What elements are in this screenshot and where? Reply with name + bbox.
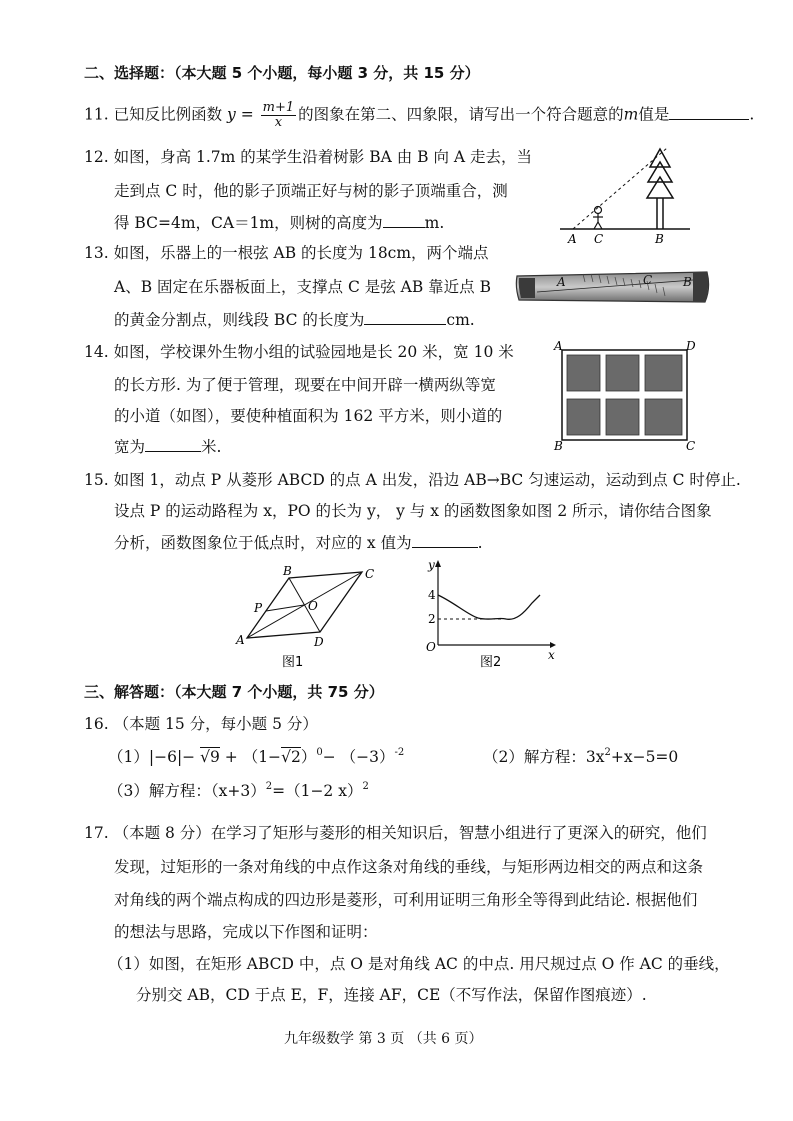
q14-number: 14. — [84, 343, 109, 361]
q15-figure-2 — [420, 555, 560, 670]
q11-denominator: x — [274, 115, 283, 130]
q11-numerator: m+1 — [262, 100, 295, 115]
q13-label-a: A — [557, 275, 566, 289]
q14-line-3: 的小道（如图），要使种植面积为 162 平方米，则小道的 — [114, 407, 503, 425]
q12-line-3-text: 得 BC=4m，CA＝1m，则树的高度为 — [114, 214, 383, 232]
q11-number: 11. — [84, 105, 109, 124]
q16-sqrt2-value: 2 — [290, 748, 301, 766]
function-curve — [438, 595, 540, 619]
q16-p3-label: （3）解方程： — [108, 782, 211, 800]
q12-label-a: A — [568, 232, 577, 246]
plot-2 — [606, 355, 639, 391]
q15-f2-label-x: x — [548, 648, 555, 662]
tree-bottom — [647, 177, 673, 198]
q12-line-3 — [114, 212, 444, 234]
q15-line-3-text: 分析，函数图象位于低点时，对应的 x 值为 — [114, 534, 412, 552]
q14-line-4-text: 宽为 — [114, 438, 146, 456]
q15-f2-label-o: O — [426, 640, 436, 654]
q15-f1-label-c: C — [365, 567, 375, 581]
q16-p2-label: （2）解方程： — [483, 748, 586, 766]
q14-label-c: C — [686, 439, 696, 453]
q15-f1-label-d: D — [314, 635, 324, 649]
q16-p1-d: − （−3） — [322, 748, 395, 766]
q12-unit: m. — [424, 214, 445, 232]
q17-line-4: 的想法与思路，完成以下作图和证明： — [114, 923, 378, 941]
q16-p1-c: ） — [300, 748, 317, 766]
section-3-title: 三、解答题：（本大题 7 个小题，共 75 分） — [84, 683, 384, 701]
q17-line-3: 对角线的两个端点构成的四边形是菱形，可利用证明三角形全等得到此结论. 根据他们 — [114, 891, 698, 909]
q12-line-2: 走到点 C 时，他的影子顶端正好与树的影子顶端重合，测 — [114, 182, 508, 200]
q13-line-1-text: 如图，乐器上的一根弦 AB 的长度为 18cm，两个端点 — [113, 244, 489, 262]
q16-p2-eq-a: 3x — [585, 748, 605, 766]
q13-label-b: B — [683, 275, 692, 289]
q15-f2-label-y: y — [428, 558, 435, 572]
instrument-body — [516, 272, 708, 302]
q12-line-1-text: 如图，身高 1.7m 的某学生沿着树影 BA 由 B 向 A 走去，当 — [113, 148, 533, 166]
q16-part-2 — [483, 746, 678, 768]
q12-label-c: C — [594, 232, 604, 246]
q14-line-2: 的长方形. 为了便于管理，现要在中间开辟一横两纵等宽 — [114, 376, 496, 394]
page-footer: 九年级数学 第 3 页 （共 6 页） — [284, 1031, 483, 1047]
question-11 — [84, 101, 754, 130]
section-2-title: 二、选择题：（本大题 5 个小题，每小题 3 分，共 15 分） — [84, 64, 480, 82]
q15-line-3 — [114, 532, 483, 554]
q12-answer-blank[interactable] — [383, 213, 425, 228]
q11-pre: 已知反比例函数 — [113, 105, 223, 124]
q15-f1-label-o: O — [308, 599, 318, 613]
q11-m: m — [623, 105, 639, 124]
q15-number: 15. — [84, 471, 109, 489]
q16-p3-a: （x+3） — [210, 782, 266, 800]
q13-number: 13. — [84, 244, 109, 262]
q11-eq: = — [235, 105, 259, 124]
q13-line-3-text: 的黄金分割点，则线段 BC 的长度为 — [114, 311, 365, 329]
q13-line-3 — [114, 309, 475, 331]
question-15-line-1 — [84, 469, 741, 491]
q14-line-4 — [114, 436, 221, 458]
q16-p3-b: =（1−2 x） — [272, 782, 363, 800]
q15-f1-label-p: P — [254, 601, 263, 615]
q14-line-1-text: 如图，学校课外生物小组的试验园地是长 20 米，宽 10 米 — [113, 343, 514, 361]
q15-f1-label-a: A — [236, 633, 245, 647]
q14-unit: 米. — [201, 438, 222, 456]
q16-part-1 — [108, 746, 404, 768]
tree-top — [650, 149, 670, 167]
q11-end: . — [749, 105, 755, 124]
q13-answer-blank[interactable] — [364, 310, 446, 325]
q15-figure-1 — [232, 560, 382, 672]
plot-3 — [645, 355, 682, 391]
q15-f2-label-4: 4 — [428, 588, 436, 602]
q16-p1-exp0: 0 — [316, 747, 323, 758]
q14-answer-blank[interactable] — [145, 437, 201, 452]
q16-title: 16. （本题 15 分，每小题 5 分） — [84, 715, 318, 733]
instrument-left-end — [519, 278, 535, 298]
q16-sqrt2: √2 — [281, 748, 301, 766]
q16-p2-exp: 2 — [604, 747, 611, 758]
q17-line-1: 17. （本题 8 分）在学习了矩形与菱形的相关知识后，智慧小组进行了更深入的研究，他们 — [84, 824, 707, 842]
q14-figure — [552, 340, 697, 455]
y-axis-arrow — [435, 560, 441, 567]
q16-p3-exp: 2 — [265, 781, 273, 792]
q15-f2-label-2: 2 — [428, 612, 436, 626]
q13-line-2: A、B 固定在乐器板面上，支撑点 C 是弦 AB 靠近点 B — [114, 278, 491, 296]
q15-f1-label-b: B — [283, 564, 292, 578]
q15-f2-caption: 图2 — [480, 655, 502, 670]
q14-label-b: B — [554, 439, 563, 453]
q16-p1-label: （1） — [108, 748, 149, 766]
q12-number: 12. — [84, 148, 109, 166]
q16-p2-eq-b: +x−5=0 — [610, 748, 679, 766]
person-leg-right — [598, 222, 602, 229]
q17-line-6: 分别交 AB，CD 于点 E，F，连接 AF，CE（不写作法，保留作图痕迹）. — [136, 986, 647, 1004]
question-12-line-1 — [84, 146, 532, 168]
plot-5 — [606, 399, 639, 435]
plot-1 — [567, 355, 600, 391]
q14-label-a: A — [554, 340, 563, 353]
q16-sqrt9-value: 9 — [209, 748, 220, 766]
q16-part-3 — [108, 780, 369, 802]
q14-label-d: D — [686, 340, 696, 353]
q11-answer-blank[interactable] — [669, 105, 749, 120]
instrument-right-end — [693, 272, 708, 302]
q13-figure — [513, 262, 713, 312]
q16-p1-a: |−6|− — [148, 748, 201, 766]
q12-figure — [555, 140, 695, 250]
q17-line-5: （1）如图，在矩形 ABCD 中，点 O 是对角线 AC 的中点. 用尺规过点 O 作 AC 的垂线， — [108, 955, 730, 973]
q15-f1-caption: 图1 — [282, 655, 304, 670]
q11-y: y — [227, 105, 236, 124]
q11-fraction — [261, 101, 297, 130]
q15-line-2: 设点 P 的运动路程为 x，PO 的长为 y， y 与 x 的函数图象如图 2 所示，请你结合图象 — [114, 502, 712, 520]
q15-end: . — [477, 534, 483, 552]
plot-6 — [645, 399, 682, 435]
q13-unit: cm. — [446, 311, 475, 329]
q15-line-1-text: 如图 1，动点 P 从菱形 ABCD 的点 A 出发，沿边 AB→BC 匀速运动，运动到点 C 时停止. — [113, 471, 741, 489]
q12-label-b: B — [655, 232, 664, 246]
q15-answer-blank[interactable] — [412, 533, 478, 548]
q13-label-c: C — [643, 273, 653, 287]
question-13-line-1 — [84, 242, 489, 264]
q11-post2: 值是 — [638, 105, 670, 124]
q16-p1-b: + （1− — [219, 748, 282, 766]
q16-sqrt9: √9 — [200, 748, 220, 766]
q16-p3-exp2: 2 — [362, 781, 369, 792]
plot-4 — [567, 399, 600, 435]
q11-post: 的图象在第二、四象限，请写出一个符合题意的 — [298, 105, 624, 124]
q16-p1-exp: -2 — [394, 747, 405, 758]
person-leg-left — [594, 222, 598, 229]
question-14-line-1 — [84, 341, 514, 363]
q17-line-2: 发现，过矩形的一条对角线的中点作这条对角线的垂线，与矩形两边相交的两点和这条 — [114, 858, 704, 876]
